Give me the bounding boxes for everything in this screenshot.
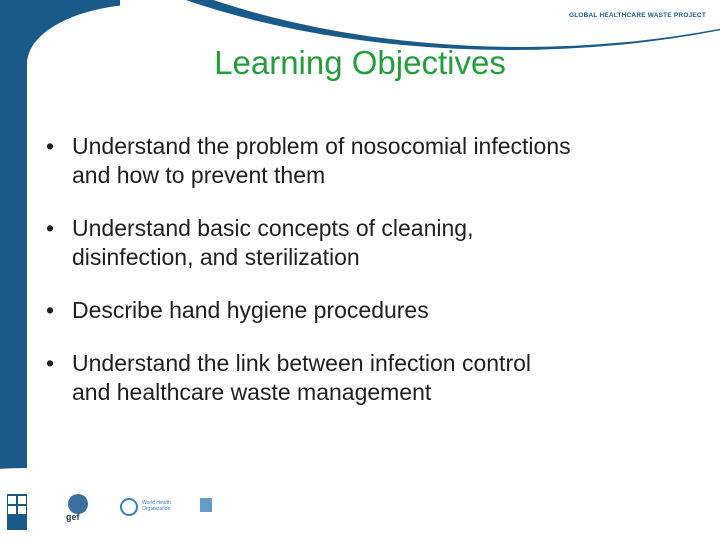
globe-icon [68,494,88,514]
partner-logos [2,492,252,536]
undp-cell [8,506,16,514]
bullet-icon: • [45,297,55,323]
left-accent-band [0,0,27,540]
project-title: GLOBAL HEALTHCARE WASTE PROJECT [568,12,706,19]
bullet-icon: • [45,350,55,376]
objective-line: disinfection, and sterilization [72,244,360,270]
objective-item [42,349,702,407]
undp-cell [8,496,16,504]
slide-title: Learning Objectives [214,44,506,81]
bullet-icon: • [45,133,55,159]
university-logo-icon [200,498,212,512]
gef-logo-icon [62,494,98,524]
objective-line: Describe hand hygiene procedures [72,297,429,323]
objective-line: Understand the link between infection control [72,350,532,376]
objective-item [42,214,702,272]
undp-cell [18,496,26,504]
objective-line: Understand the problem of nosocomial infections [72,133,571,159]
bullet-icon: • [45,215,55,241]
objective-line: and how to prevent them [72,162,326,188]
undp-logo-icon [7,494,27,530]
who-logo-icon [120,498,138,516]
gef-label: gef [66,512,80,522]
undp-cell [18,506,26,514]
who-label: World Health Organization [142,500,171,512]
objectives-list [42,132,702,431]
objective-line: and healthcare waste management [72,379,432,405]
objective-item [42,132,702,190]
objective-item [42,296,702,325]
objective-line: Understand basic concepts of cleaning, [72,215,474,241]
